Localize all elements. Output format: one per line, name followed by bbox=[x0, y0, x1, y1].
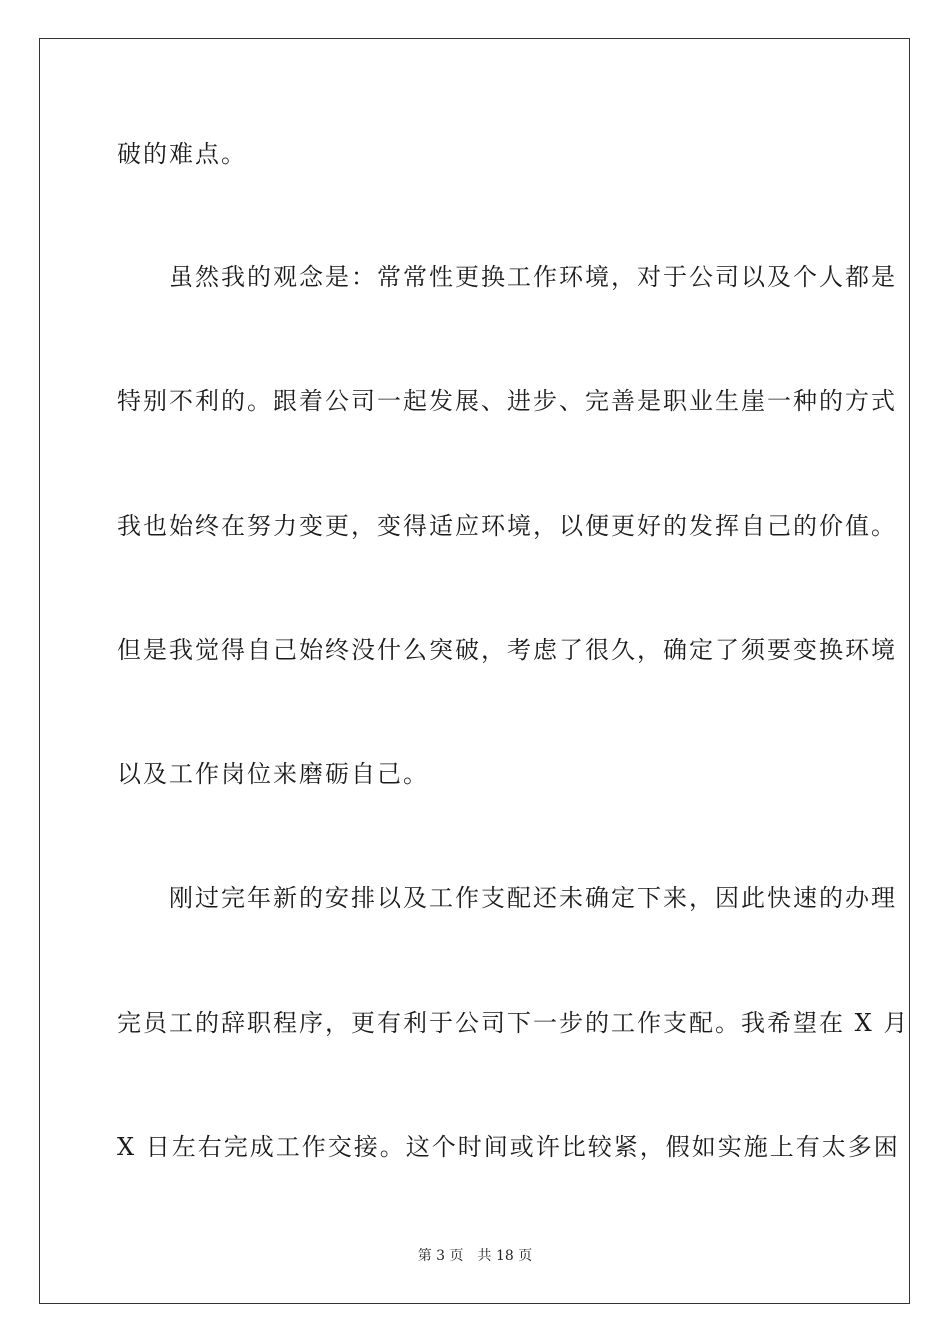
text-line: X 日左右完成工作交接。这个时间或许比较紧，假如实施上有太多困 bbox=[117, 1133, 900, 1161]
text-line: 特别不利的。跟着公司一起发展、进步、完善是职业生崖一种的方式 bbox=[117, 387, 897, 415]
text-line: 破的难点。 bbox=[117, 140, 247, 168]
text-line: 但是我觉得自己始终没什么突破，考虑了很久，确定了须要变换环境 bbox=[117, 636, 897, 664]
text-line: 我也始终在努力变更，变得适应环境，以便更好的发挥自己的价值。 bbox=[117, 512, 897, 540]
page-border bbox=[39, 38, 910, 1304]
page-footer bbox=[0, 1247, 950, 1265]
text-line: 刚过完年新的安排以及工作支配还未确定下来，因此快速的办理 bbox=[117, 884, 897, 912]
page-number-current: 第 3 页 bbox=[417, 1248, 464, 1264]
page-number-total: 共 18 页 bbox=[477, 1248, 533, 1264]
text-line: 虽然我的观念是：常常性更换工作环境，对于公司以及个人都是 bbox=[117, 263, 897, 291]
text-line: 完员工的辞职程序，更有利于公司下一步的工作支配。我希望在 X 月 bbox=[117, 1009, 910, 1037]
text-line: 以及工作岗位来磨砺自己。 bbox=[117, 760, 429, 788]
